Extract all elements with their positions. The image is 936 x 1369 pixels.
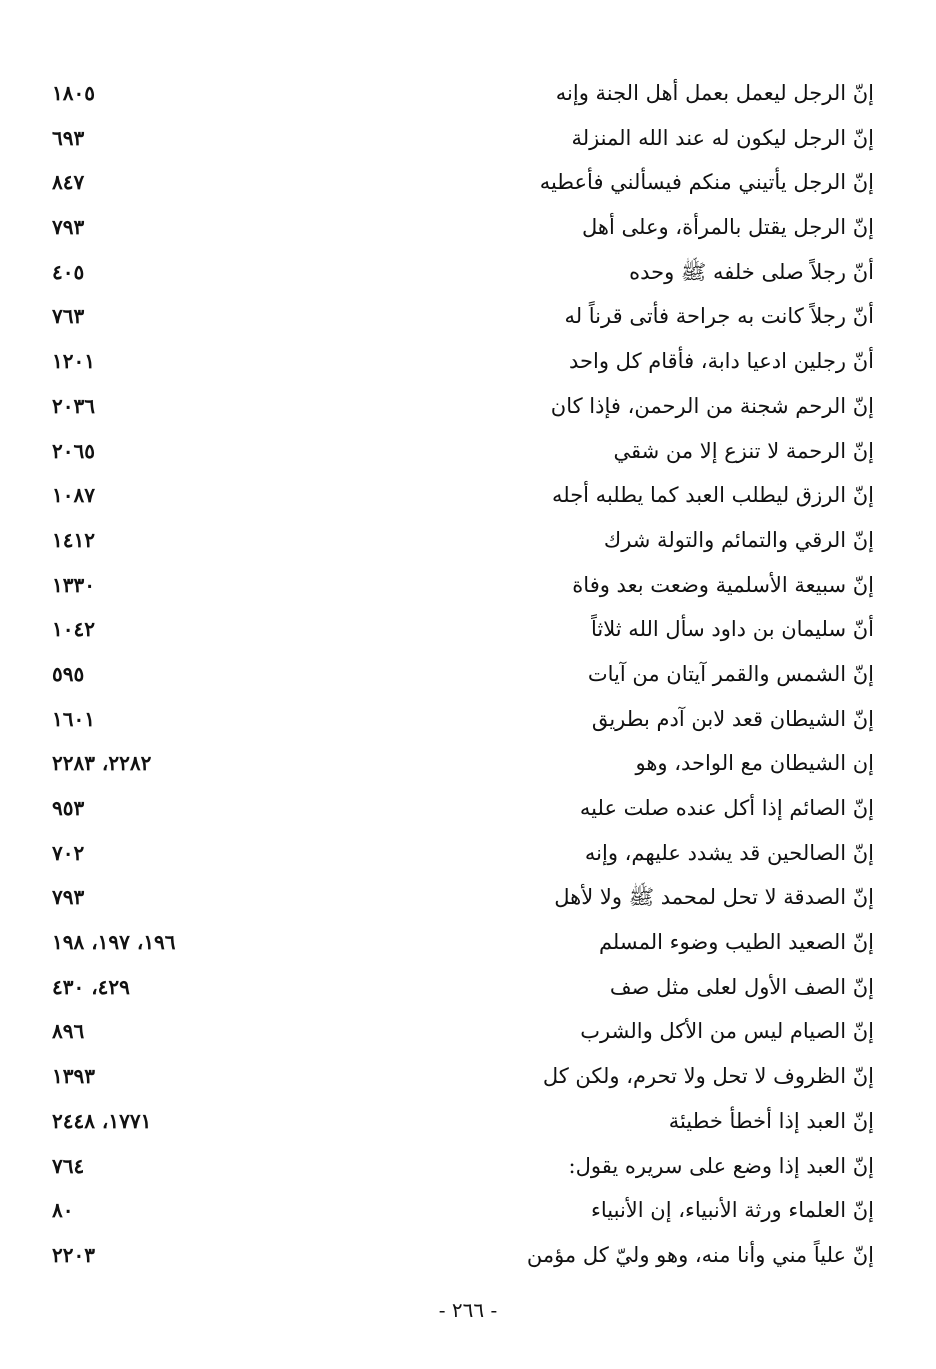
hadith-reference-numbers: ٧٦٤ [52,1153,85,1178]
hadith-text: إنّ الرجل يأتيني منكم فيسألني فأعطيه [539,170,874,195]
index-row [0,1235,936,1280]
index-row [0,1101,936,1146]
hadith-text: إن الشيطان مع الواحد، وهو [635,751,874,776]
hadith-index-list [0,73,936,1280]
hadith-reference-numbers: ١٣٩٣ [52,1064,95,1089]
hadith-text: إنّ الرجل يقتل بالمرأة، وعلى أهل [582,215,874,240]
hadith-text: إنّ الظروف لا تحل ولا تحرم، ولكن كل [542,1064,874,1089]
hadith-reference-numbers: ١٦٠١ [52,706,95,731]
index-row [0,1056,936,1101]
index-row [0,565,936,610]
hadith-reference-numbers: ٧٠٢ [52,840,85,865]
hadith-reference-numbers: ١٤١٢ [52,527,95,552]
hadith-text: إنّ الصعيد الطيب وضوء المسلم [598,930,874,955]
index-row [0,654,936,699]
index-row [0,1011,936,1056]
hadith-text: أنّ رجلاً كانت به جراحة فأتى قرناً له [564,304,874,329]
hadith-text: إنّ سبيعة الأسلمية وضعت بعد وفاة [572,572,874,597]
hadith-text: إنّ الشيطان قعد لابن آدم بطريق [591,706,874,731]
index-row [0,788,936,833]
hadith-text: إنّ الرجل ليعمل بعمل أهل الجنة وإنه [555,81,874,105]
index-row [0,386,936,431]
hadith-reference-numbers: ١٠٤٢ [52,617,95,642]
hadith-text: إنّ العلماء ورثة الأنبياء، إن الأنبياء [591,1198,874,1223]
hadith-reference-numbers: ٧٦٣ [52,304,85,329]
hadith-text: إنّ الرجل ليكون له عند الله المنزلة [571,125,874,150]
hadith-text: إنّ الرحمة لا تنزع إلا من شقي [613,438,874,463]
hadith-text: إنّ الرزق ليطلب العبد كما يطلبه أجله [551,483,874,508]
index-row [0,520,936,565]
hadith-text: إنّ العبد إذا أخطأ خطيئة [668,1108,874,1133]
index-row [0,1190,936,1235]
hadith-reference-numbers: ١٠٨٧ [52,483,95,508]
hadith-reference-numbers: ١٢٠١ [52,349,95,374]
hadith-text: إنّ الرحم شجنة من الرحمن، فإذا كان [550,393,874,418]
index-row [0,73,936,118]
hadith-text: أنّ رجلاً صلى خلفه ﷺ وحده [629,259,874,284]
index-row [0,162,936,207]
hadith-reference-numbers: ٨٩٦ [52,1019,85,1044]
hadith-text: أنّ سليمان بن داود سأل الله ثلاثاً [591,617,874,642]
hadith-reference-numbers: ٤٢٩، ٤٣٠ [52,974,130,999]
index-row [0,967,936,1012]
hadith-text: إنّ العبد إذا وضع على سريره يقول: [568,1153,874,1178]
hadith-reference-numbers: ١٣٣٠ [52,572,95,597]
hadith-reference-numbers: ٢٢٨٢، ٢٢٨٣ [52,751,152,776]
index-row [0,475,936,520]
hadith-reference-numbers: ٧٩٣ [52,885,85,910]
hadith-reference-numbers: ٢٠٣٦ [52,393,95,418]
hadith-text: إنّ علياً مني وأنا منه، وهو وليّ كل مؤمن [526,1242,874,1267]
index-row [0,743,936,788]
hadith-text: أنّ رجلين ادعيا دابة، فأقام كل واحد [569,349,874,374]
hadith-text: إنّ الرقي والتمائم والتولة شرك [603,527,874,552]
hadith-reference-numbers: ١٩٦، ١٩٧، ١٩٨ [52,930,176,955]
hadith-reference-numbers: ٨٠ [52,1198,74,1223]
index-row [0,877,936,922]
hadith-reference-numbers: ٢٠٦٥ [52,438,95,463]
index-row [0,341,936,386]
hadith-text: إنّ الصالحين قد يشدد عليهم، وإنه [584,840,874,865]
index-row [0,609,936,654]
index-row [0,833,936,878]
index-row [0,699,936,744]
index-row [0,296,936,341]
hadith-reference-numbers: ٨٤٧ [52,170,85,195]
index-row [0,252,936,297]
hadith-reference-numbers: ٢٢٠٣ [52,1242,95,1267]
hadith-reference-numbers: ١٧٧١، ٢٤٤٨ [52,1108,152,1133]
hadith-reference-numbers: ١٨٠٥ [52,81,95,105]
hadith-text: إنّ الشمس والقمر آيتان من آيات [587,661,874,686]
index-row [0,207,936,252]
index-row [0,118,936,163]
hadith-reference-numbers: ٩٥٣ [52,796,85,820]
index-row [0,1146,936,1191]
hadith-reference-numbers: ٤٠٥ [52,259,85,284]
page-number: - ٢٦٦ - [438,1298,498,1322]
hadith-text: إنّ الصائم إذا أكل عنده صلت عليه [579,796,874,820]
index-row [0,922,936,967]
index-row [0,431,936,476]
hadith-reference-numbers: ٥٩٥ [52,661,85,686]
hadith-text: إنّ الصدقة لا تحل لمحمد ﷺ ولا لأهل [554,885,874,910]
hadith-reference-numbers: ٦٩٣ [52,125,85,150]
hadith-reference-numbers: ٧٩٣ [52,215,85,240]
hadith-text: إنّ الصيام ليس من الأكل والشرب [580,1019,874,1044]
hadith-text: إنّ الصف الأول لعلى مثل صف [609,974,874,999]
